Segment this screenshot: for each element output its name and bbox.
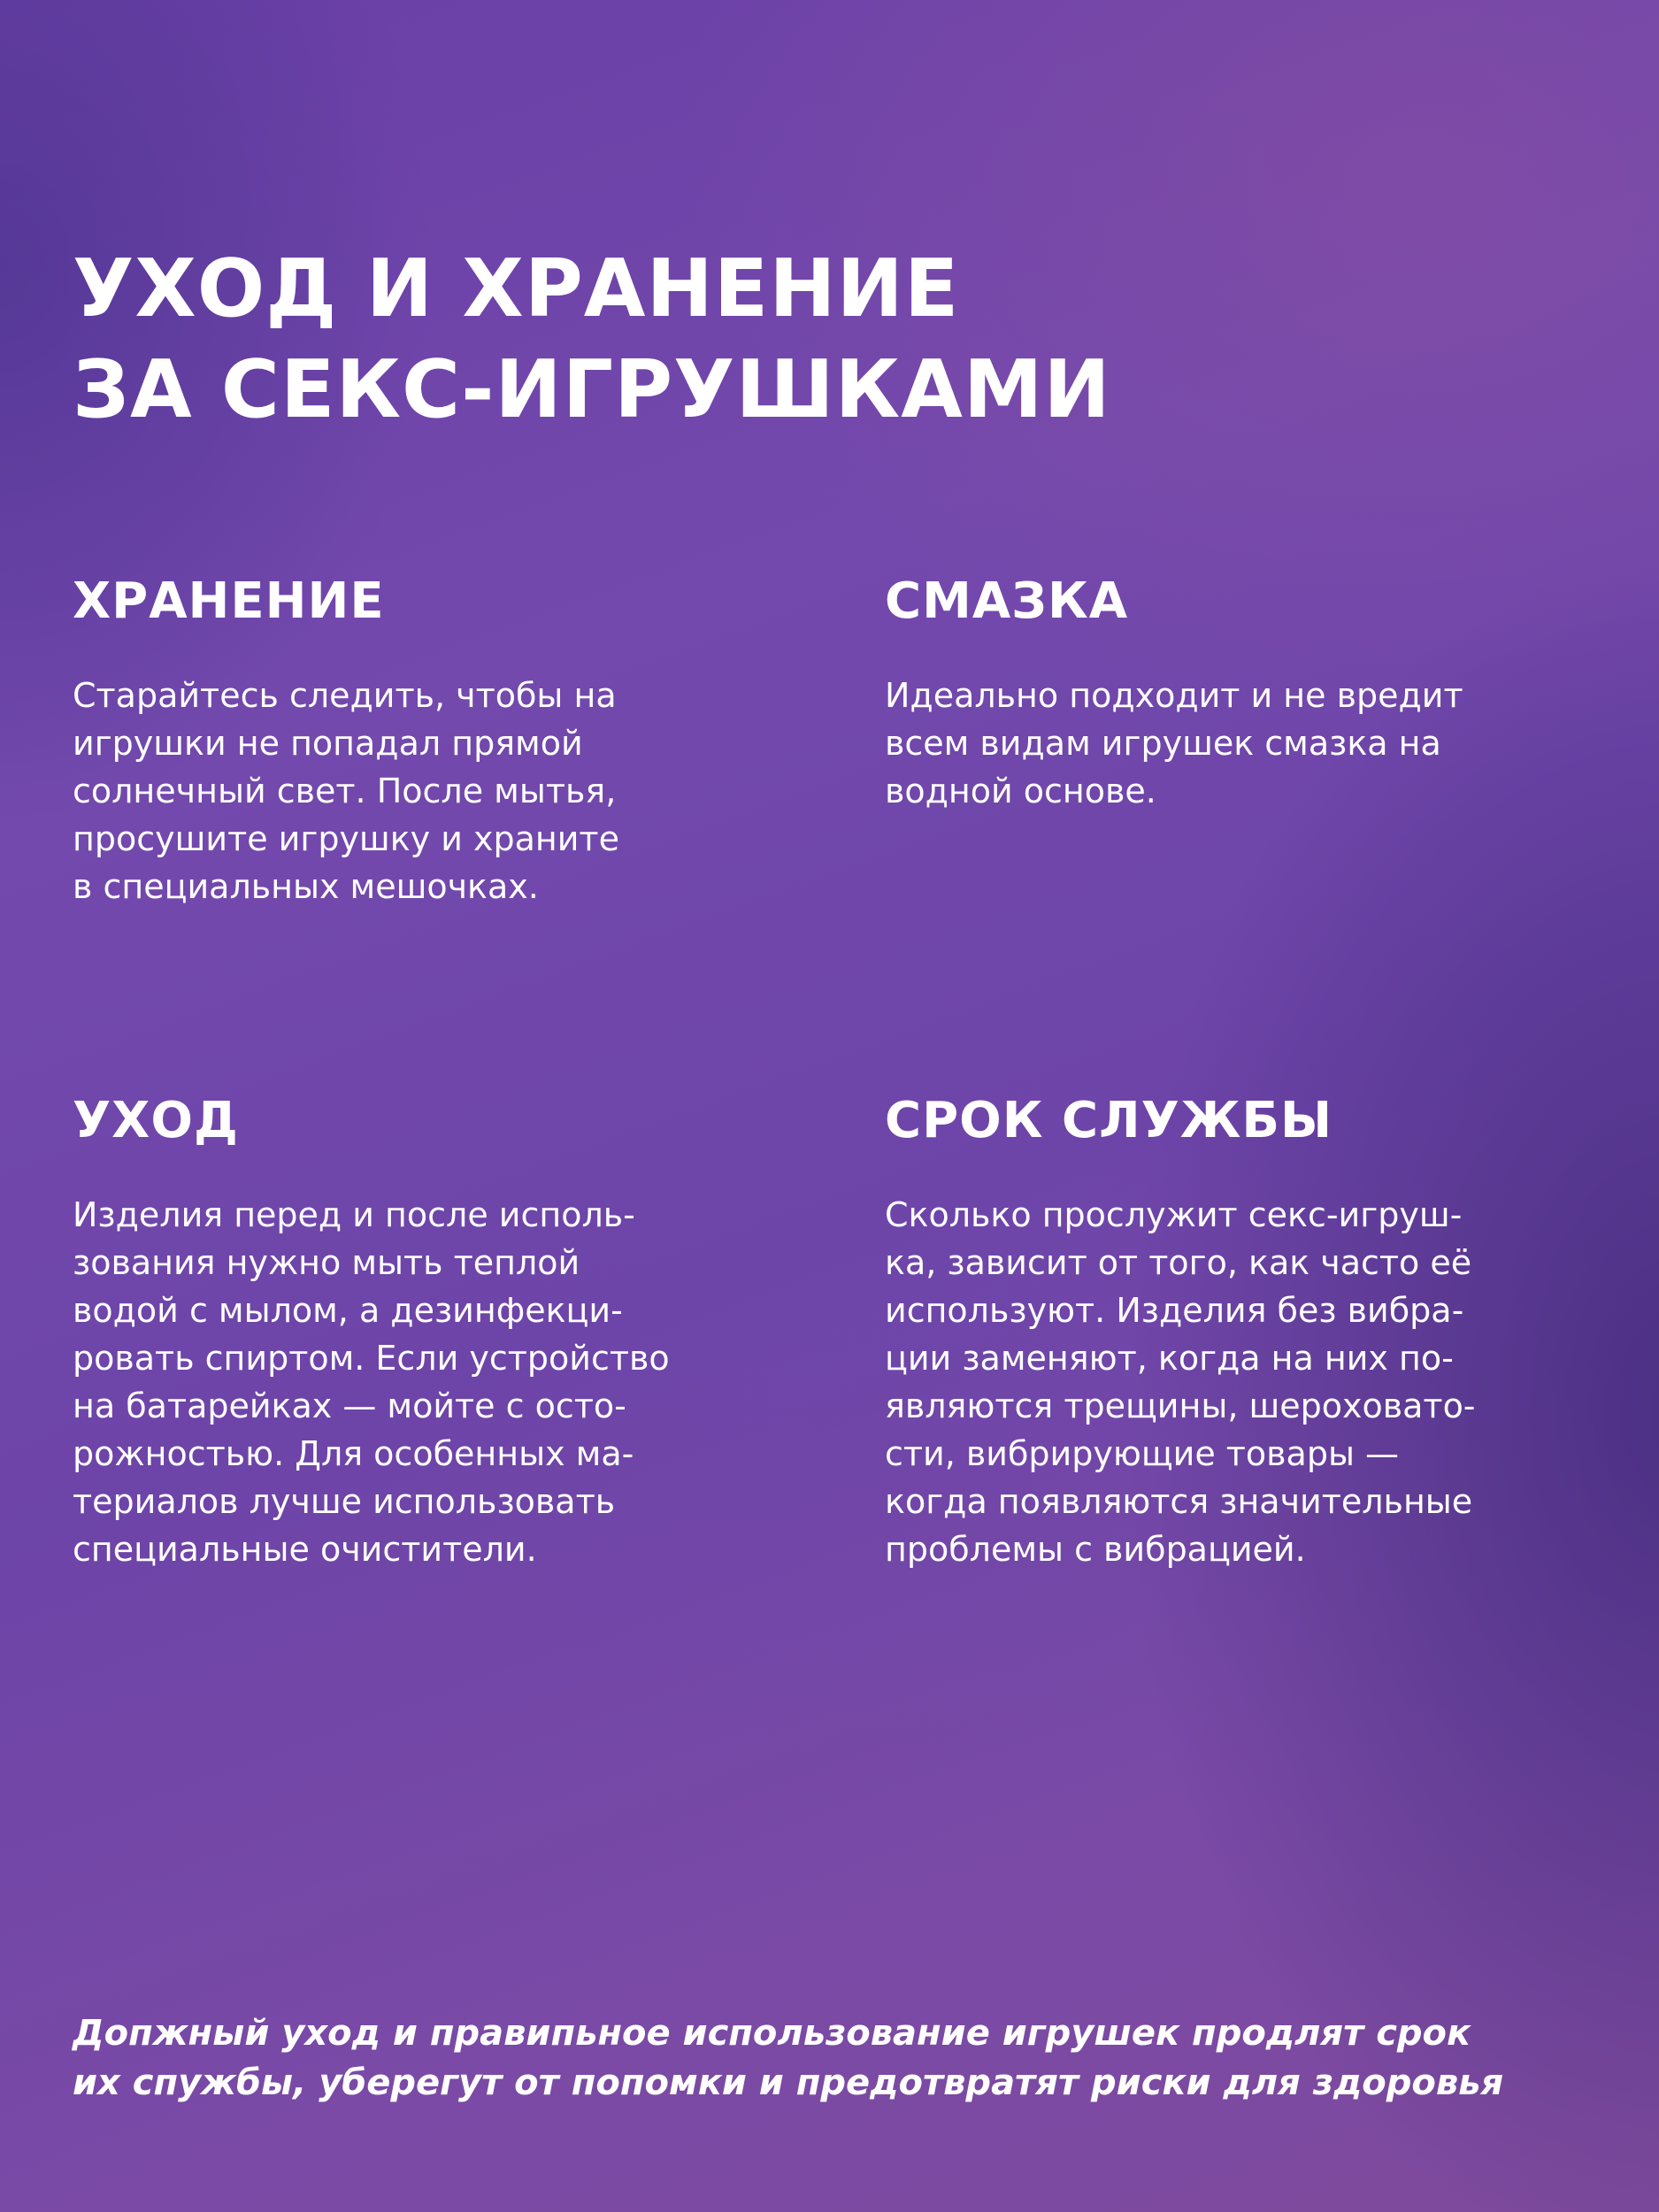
section-storage-heading: ХРАНЕНИЕ [73, 572, 385, 630]
section-lube [885, 571, 1637, 815]
section-care-heading: УХОД [73, 1092, 239, 1149]
section-lifetime [885, 1090, 1637, 1573]
section-care [73, 1090, 825, 1573]
section-lifetime-text: Сколько прослужит секс-игруш- ка, зависит от того, как часто её используют. Изделия без вибра- ции заменяют, когда на них по- являются трещины, шероховато- сти, вибрирующие товары — когда появляются значительные проблемы с вибрацией. [885, 1195, 1476, 1569]
section-lifetime-heading: СРОК СЛУЖБЫ [885, 1092, 1333, 1149]
page-title-line-2: ЗА СЕКС-ИГРУШКАМИ [73, 343, 1111, 436]
page-title [73, 239, 1488, 441]
section-lube-heading: СМАЗКА [885, 572, 1129, 630]
section-storage [73, 571, 825, 910]
section-lube-text: Идеально подходит и не вредит всем видам игрушек смазка на водной основе. [885, 676, 1463, 810]
section-care-text: Изделия перед и после исполь- зования нужно мыть теплой водой с мылом, а дезинфекци- ровать спиртом. Если устройство на батарейках — мойте с осто- рожностью. Для особенных ма- териалов лучше использовать специальные очистители. [73, 1195, 670, 1569]
section-storage-text: Старайтесь следить, чтобы на игрушки не попадал прямой солнечный свет. После мытья, просушите игрушку и храните в специальных мешочках. [73, 676, 619, 906]
page-title-line-1: УХОД И ХРАНЕНИЕ [73, 242, 960, 335]
footer-note: Допжный уход и правипьное использование игрушек продлят срок их спужбы, уберегут от попомки и предотвратят риски для здоровья [73, 2013, 1504, 2103]
